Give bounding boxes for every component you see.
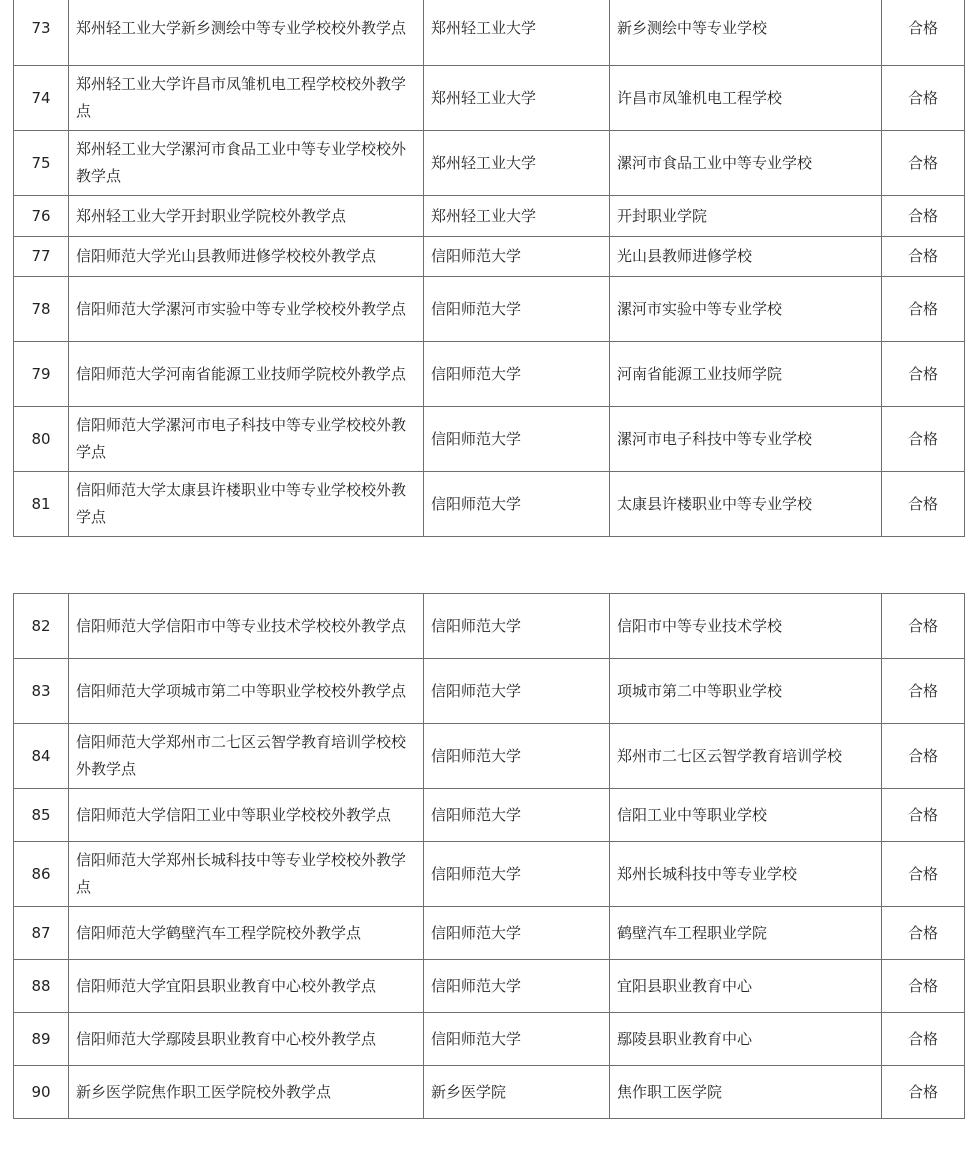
row-number: 85 <box>14 789 69 842</box>
evaluation-result: 合格 <box>882 960 965 1013</box>
evaluation-result: 合格 <box>882 66 965 131</box>
institution-name: 信阳师范大学 <box>424 277 610 342</box>
teaching-point-name: 信阳师范大学太康县许楼职业中等专业学校校外教学点 <box>69 472 424 537</box>
host-school-name: 鄢陵县职业教育中心 <box>610 1013 882 1066</box>
evaluation-result: 合格 <box>882 342 965 407</box>
host-school-name: 信阳工业中等职业学校 <box>610 789 882 842</box>
teaching-point-name: 信阳师范大学鹤壁汽车工程学院校外教学点 <box>69 907 424 960</box>
evaluation-result: 合格 <box>882 237 965 277</box>
teaching-point-name: 信阳师范大学郑州市二七区云智学教育培训学校校外教学点 <box>69 724 424 789</box>
institution-name: 信阳师范大学 <box>424 907 610 960</box>
teaching-point-name: 信阳师范大学项城市第二中等职业学校校外教学点 <box>69 659 424 724</box>
evaluation-result: 合格 <box>882 277 965 342</box>
institution-name: 信阳师范大学 <box>424 659 610 724</box>
row-number: 78 <box>14 277 69 342</box>
teaching-point-name: 郑州轻工业大学开封职业学院校外教学点 <box>69 196 424 237</box>
table-row <box>14 237 965 277</box>
institution-name: 郑州轻工业大学 <box>424 66 610 131</box>
institution-name: 信阳师范大学 <box>424 594 610 659</box>
institution-name: 信阳师范大学 <box>424 1013 610 1066</box>
table-row <box>14 789 965 842</box>
evaluation-result: 合格 <box>882 1013 965 1066</box>
institution-name: 信阳师范大学 <box>424 789 610 842</box>
results-table-part-2 <box>13 593 965 1119</box>
institution-name: 郑州轻工业大学 <box>424 131 610 196</box>
host-school-name: 漯河市食品工业中等专业学校 <box>610 131 882 196</box>
evaluation-result: 合格 <box>882 0 965 66</box>
institution-name: 信阳师范大学 <box>424 237 610 277</box>
teaching-point-name: 郑州轻工业大学新乡测绘中等专业学校校外教学点 <box>69 0 424 66</box>
teaching-point-name: 信阳师范大学河南省能源工业技师学院校外教学点 <box>69 342 424 407</box>
teaching-point-name: 信阳师范大学光山县教师进修学校校外教学点 <box>69 237 424 277</box>
institution-name: 信阳师范大学 <box>424 842 610 907</box>
table-row <box>14 66 965 131</box>
host-school-name: 项城市第二中等职业学校 <box>610 659 882 724</box>
row-number: 73 <box>14 0 69 66</box>
row-number: 84 <box>14 724 69 789</box>
table-row <box>14 1066 965 1119</box>
host-school-name: 郑州市二七区云智学教育培训学校 <box>610 724 882 789</box>
teaching-point-name: 郑州轻工业大学漯河市食品工业中等专业学校校外教学点 <box>69 131 424 196</box>
row-number: 87 <box>14 907 69 960</box>
row-number: 74 <box>14 66 69 131</box>
evaluation-result: 合格 <box>882 407 965 472</box>
host-school-name: 光山县教师进修学校 <box>610 237 882 277</box>
teaching-point-name: 新乡医学院焦作职工医学院校外教学点 <box>69 1066 424 1119</box>
institution-name: 信阳师范大学 <box>424 724 610 789</box>
institution-name: 郑州轻工业大学 <box>424 196 610 237</box>
teaching-point-name: 郑州轻工业大学许昌市凤雏机电工程学校校外教学点 <box>69 66 424 131</box>
institution-name: 信阳师范大学 <box>424 342 610 407</box>
teaching-point-name: 信阳师范大学信阳工业中等职业学校校外教学点 <box>69 789 424 842</box>
table-row <box>14 960 965 1013</box>
table-row <box>14 0 965 66</box>
table-row <box>14 342 965 407</box>
table-row <box>14 472 965 537</box>
evaluation-result: 合格 <box>882 131 965 196</box>
host-school-name: 漯河市电子科技中等专业学校 <box>610 407 882 472</box>
evaluation-result: 合格 <box>882 659 965 724</box>
row-number: 89 <box>14 1013 69 1066</box>
host-school-name: 宜阳县职业教育中心 <box>610 960 882 1013</box>
evaluation-result: 合格 <box>882 907 965 960</box>
table-row <box>14 1013 965 1066</box>
evaluation-result: 合格 <box>882 724 965 789</box>
teaching-point-name: 信阳师范大学漯河市电子科技中等专业学校校外教学点 <box>69 407 424 472</box>
row-number: 80 <box>14 407 69 472</box>
row-number: 86 <box>14 842 69 907</box>
row-number: 81 <box>14 472 69 537</box>
host-school-name: 信阳市中等专业技术学校 <box>610 594 882 659</box>
institution-name: 信阳师范大学 <box>424 407 610 472</box>
results-table-part-1 <box>13 0 965 537</box>
host-school-name: 太康县许楼职业中等专业学校 <box>610 472 882 537</box>
evaluation-result: 合格 <box>882 789 965 842</box>
table-row <box>14 407 965 472</box>
row-number: 76 <box>14 196 69 237</box>
row-number: 83 <box>14 659 69 724</box>
table-row <box>14 277 965 342</box>
row-number: 88 <box>14 960 69 1013</box>
host-school-name: 河南省能源工业技师学院 <box>610 342 882 407</box>
row-number: 82 <box>14 594 69 659</box>
teaching-point-name: 信阳师范大学鄢陵县职业教育中心校外教学点 <box>69 1013 424 1066</box>
teaching-point-name: 信阳师范大学信阳市中等专业技术学校校外教学点 <box>69 594 424 659</box>
host-school-name: 开封职业学院 <box>610 196 882 237</box>
teaching-point-name: 信阳师范大学漯河市实验中等专业学校校外教学点 <box>69 277 424 342</box>
host-school-name: 新乡测绘中等专业学校 <box>610 0 882 66</box>
evaluation-result: 合格 <box>882 196 965 237</box>
host-school-name: 鹤壁汽车工程职业学院 <box>610 907 882 960</box>
host-school-name: 许昌市凤雏机电工程学校 <box>610 66 882 131</box>
evaluation-result: 合格 <box>882 1066 965 1119</box>
table-row <box>14 724 965 789</box>
row-number: 79 <box>14 342 69 407</box>
evaluation-result: 合格 <box>882 472 965 537</box>
host-school-name: 郑州长城科技中等专业学校 <box>610 842 882 907</box>
host-school-name: 漯河市实验中等专业学校 <box>610 277 882 342</box>
institution-name: 信阳师范大学 <box>424 960 610 1013</box>
evaluation-result: 合格 <box>882 594 965 659</box>
table-row <box>14 594 965 659</box>
evaluation-result: 合格 <box>882 842 965 907</box>
table-row <box>14 196 965 237</box>
row-number: 75 <box>14 131 69 196</box>
teaching-point-name: 信阳师范大学郑州长城科技中等专业学校校外教学点 <box>69 842 424 907</box>
host-school-name: 焦作职工医学院 <box>610 1066 882 1119</box>
row-number: 90 <box>14 1066 69 1119</box>
institution-name: 信阳师范大学 <box>424 472 610 537</box>
row-number: 77 <box>14 237 69 277</box>
table-row <box>14 131 965 196</box>
table-row <box>14 907 965 960</box>
institution-name: 郑州轻工业大学 <box>424 0 610 66</box>
teaching-point-name: 信阳师范大学宜阳县职业教育中心校外教学点 <box>69 960 424 1013</box>
table-row <box>14 659 965 724</box>
institution-name: 新乡医学院 <box>424 1066 610 1119</box>
table-row <box>14 842 965 907</box>
